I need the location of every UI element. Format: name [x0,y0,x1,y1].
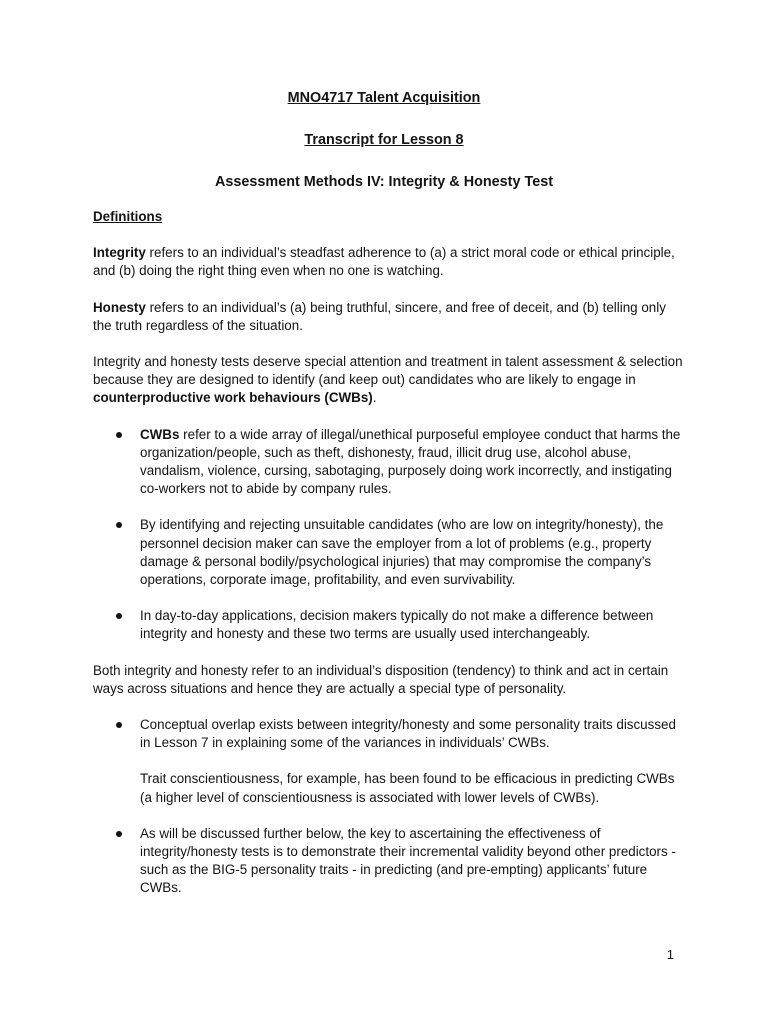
honesty-text: refers to an individual’s (a) being truthful, sincere, and free of deceit, and (b) telling only the truth regardless of the situation. [93,299,666,333]
bullet-icon [116,613,122,619]
honesty-definition [93,299,683,335]
course-title: MNO4717 Talent Acquisition [287,90,481,106]
list-item [93,607,683,643]
page-number: 1 [666,947,674,962]
bullet-icon [116,722,122,728]
cwb-intro-text: Integrity and honesty tests deserve special attention and treatment in talent assessment & selection because they are designed to identify (and keep out) candidates who are likely to engage in [93,354,683,388]
document-body [93,208,683,916]
disposition-paragraph: Both integrity and honesty refer to an individual’s disposition (tendency) to think and act in certain ways across situations and hence they are actually a special type of personality. [93,662,669,696]
bullet-icon [116,831,122,837]
bullet-text: refer to a wide array of illegal/unethical purposeful employee conduct that harms the organization/people, such as theft, dishonesty, fraud, illicit drug use, alcohol abuse, vandalism, violence, cursing, sabotaging, purposely doing work incorrectly, and instigating co-workers not to abide by company rules. [140,426,681,497]
title-block [0,88,768,192]
bullet-text: As will be discussed further below, the key to ascertaining the effectiveness of integrity/honesty tests is to demonstrate their incremental validity beyond other predictors - such as the BIG-5 personality traits - in predicting (and pre-empting) applicants’ future CWBs. [140,825,676,896]
bullet-text: By identifying and rejecting unsuitable candidates (who are low on integrity/honesty), the personnel decision maker can save the employer from a lot of problems (e.g., property damage & personal bodily/psychological injuries) that may compromise the company’s operations, corporate image, profitability, and even survivability. [140,517,664,588]
bullet-icon [116,432,122,438]
integrity-term: Integrity [93,245,146,261]
bullet-text: In day-to-day applications, decision makers typically do not make a difference between integrity and honesty and these two terms are usually used interchangeably. [140,608,654,642]
list-item [93,825,683,898]
bullet-list-1 [93,426,683,644]
lesson-subtitle: Assessment Methods IV: Integrity & Honesty Test [215,174,553,190]
cwb-term: counterproductive work behaviours (CWBs) [93,390,373,406]
cwb-intro-paragraph [93,353,683,408]
cwb-intro-end: . [372,390,377,406]
cwbs-term: CWBs [140,426,180,442]
transcript-title: Transcript for Lesson 8 [304,132,464,148]
definitions-heading: Definitions [93,209,163,224]
bullet-extra-text: Trait conscientiousness, for example, has been found to be efficacious in predicting CWBs (a higher level of conscientiousness is associated with lower levels of CWBs). [140,771,675,805]
bullet-list-2 [93,716,683,898]
list-item [93,516,683,589]
integrity-text: refers to an individual’s steadfast adherence to (a) a strict moral code or ethical principle, and (b) doing the right thing even when no one is watching. [93,245,675,279]
bullet-text: Conceptual overlap exists between integrity/honesty and some personality traits discussed in Lesson 7 in explaining some of the variances in individuals’ CWBs. [140,717,676,751]
list-item [93,716,683,807]
honesty-term: Honesty [93,299,146,315]
bullet-icon [116,522,122,528]
list-item [93,426,683,499]
integrity-definition [93,244,683,280]
